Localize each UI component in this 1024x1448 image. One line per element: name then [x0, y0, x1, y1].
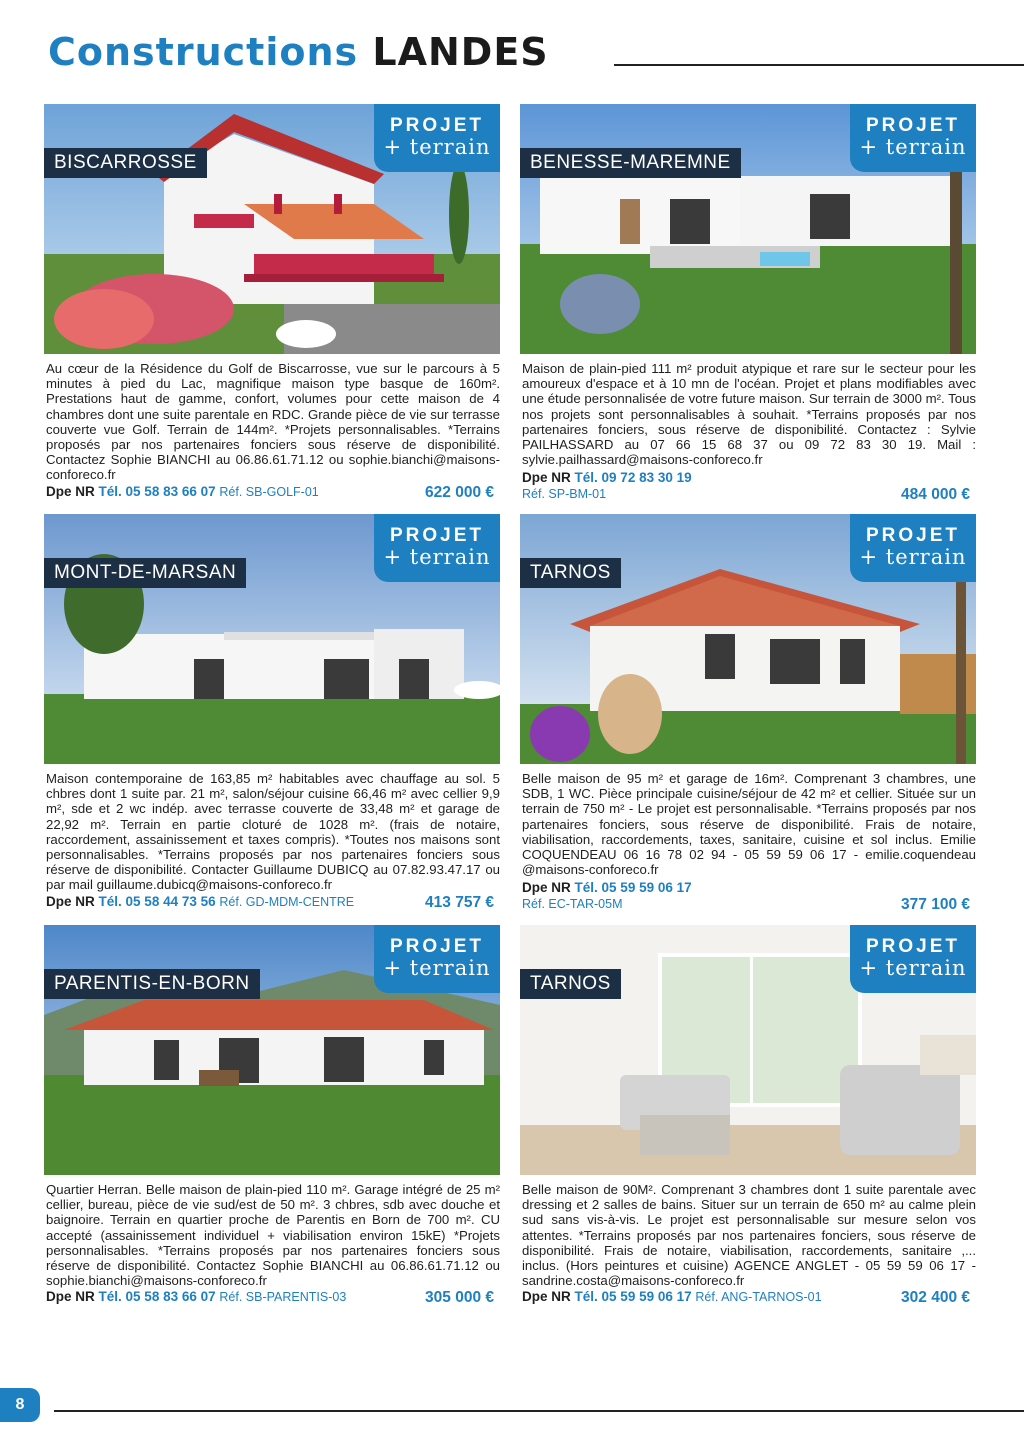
badge-line2: + terrain: [383, 135, 491, 159]
projet-terrain-badge: [850, 925, 976, 993]
badge-line2: + terrain: [383, 956, 491, 980]
listing-ref: Réf. SB-GOLF-01: [219, 485, 319, 499]
badge-line2: + terrain: [859, 956, 967, 980]
listing-photo[interactable]: [44, 925, 500, 1175]
listing-photo[interactable]: [44, 104, 500, 354]
listing-footer: [46, 484, 500, 502]
badge-line1: PROJET: [389, 525, 485, 546]
listing-ref: Réf. SP-BM-01: [522, 487, 607, 501]
listing-price: 302 400 €: [901, 1289, 970, 1306]
badge-line1: PROJET: [389, 115, 485, 136]
listing-city: BISCARROSSE: [44, 148, 207, 178]
listing-photo[interactable]: [520, 925, 976, 1175]
listing-description: Quartier Herran. Belle maison de plain-pied 110 m². Garage intégré de 25 m² cellier, bureau, pièce de vie sud/est de 50 m². 3 chbres, sdb avec douche et baignoire. Terrain en quartier proche de Parentis en Born de 700 m². CU accepté (assainissement individuel + viabilisation environ 15kE) *Projets personnalisables. *Terrains proposés par nos partenaires fonciers sous réserve de disponibilité. Contactez Sophie BIANCHI au 06.86.61.71.12 ou sophie.bianchi@maisons-conforeco.fr: [46, 1182, 500, 1289]
listing-photo[interactable]: [520, 104, 976, 354]
listing-phone[interactable]: Tél. 05 59 59 06 17: [574, 880, 692, 895]
listing-dpe: Dpe NR: [522, 470, 571, 485]
listing-price: 305 000 €: [425, 1289, 494, 1306]
projet-terrain-badge: [374, 104, 500, 172]
listing-city: TARNOS: [520, 558, 621, 588]
badge-line1: PROJET: [389, 936, 485, 957]
listing-footer: [46, 894, 500, 912]
listing-city: BENESSE-MAREMNE: [520, 148, 741, 178]
projet-terrain-badge: [374, 925, 500, 993]
listing-ref: Réf. EC-TAR-05M: [522, 897, 623, 911]
projet-terrain-badge: [850, 514, 976, 582]
listing-price: 622 000 €: [425, 484, 494, 501]
listing-footer: [522, 1289, 976, 1307]
listing-description: Maison de plain-pied 111 m² produit atypique et rare sur le secteur pour les amoureux d'espace et à 10 mn de l'océan. Projet et plans modifiables avec une étude personnalisée de votre future maison. Sur terrain de 3000 m². Tous nos projets sont personnalisables à souhait. *Terrains proposés par nos partenaires fonciers, sous réserve de disponibilité. Contactez : Sylvie PAILHASSARD au 07 66 15 68 37 ou 09 72 83 30 19. Mail : sylvie.pailhassard@maisons-conforeco.fr: [522, 361, 976, 468]
listing-photo[interactable]: [520, 514, 976, 764]
listing-phone[interactable]: Tél. 05 58 44 73 56: [98, 894, 216, 909]
listing-dpe: Dpe NR: [46, 894, 95, 909]
listing-city: PARENTIS-EN-BORN: [44, 969, 260, 999]
listing-description: Maison contemporaine de 163,85 m² habitables avec chauffage au sol. 5 chbres dont 1 suite par. 21 m², salon/séjour cuisine 66,46 m² avec cellier 9,9 m², sde et 2 wc indép. avec terrasse couverte de 33,48 m² et garage de 22,92 m². Terrain en partie cloturé de 1028 m². (frais de notaire, raccordement, assainissement et taxes compris). *Toutes nos maisons sont personnalisables. *Terrains proposés par nos partenaires fonciers sous réserve de disponibilité. Contacter Guillaume DUBICQ au 07.82.93.47.17 ou par mail guillaume.dubicq@maisons-conforeco.fr: [46, 771, 500, 893]
badge-line1: PROJET: [865, 525, 961, 546]
listing-ref: Réf. GD-MDM-CENTRE: [219, 895, 355, 909]
badge-line2: + terrain: [383, 545, 491, 569]
listing-dpe: Dpe NR: [522, 1289, 571, 1304]
listing-footer: [46, 1289, 500, 1307]
listing-ref: Réf. SB-PARENTIS-03: [219, 1290, 347, 1304]
listing-photo[interactable]: [44, 514, 500, 764]
listing-description: Au cœur de la Résidence du Golf de Biscarrosse, vue sur le parcours à 5 minutes à pied du Lac, magnifique maison type basque de 160m². Prestations haut de gamme, confort, volumes pour cette maison de 4 chambres dont une suite parentale en RDC. Grande pièce de vie sur terrasse couverte vue Golf. Terrain de 144m². *Projets personnalisables. *Terrains proposés par nos partenaires fonciers sous réserve de disponibilité. Contactez Sophie BIANCHI au 06.86.61.71.12 ou sophie.bianchi@maisons-conforeco.fr: [46, 361, 500, 483]
projet-terrain-badge: [374, 514, 500, 582]
title-part-landes: LANDES: [372, 30, 549, 74]
page-header: [48, 30, 1024, 78]
badge-line1: PROJET: [865, 936, 961, 957]
listing-price: 484 000 €: [901, 486, 970, 503]
listing-dpe: Dpe NR: [46, 1289, 95, 1304]
listing-dpe: Dpe NR: [522, 880, 571, 895]
listing-phone[interactable]: Tél. 09 72 83 30 19: [574, 470, 692, 485]
header-divider: [614, 64, 1024, 66]
listing-description: Belle maison de 90M². Comprenant 3 chambres dont 1 suite parentale avec dressing et 2 salles de bains. Situer sur un terrain de 650 m² au calme plein sud sans vis-à-vis. Le projet est personnalisable sur mesure selon vos attentes. *Terrains proposés par nos partenaires fonciers, sous réserve de disponibilité. Frais de notaire, viabilisation, raccordements, sanitaire ,... inclus. (Hors peintures et cuisine) AGENCE ANGLET - 05 59 59 06 17 - sandrine.costa@maisons-conforeco.fr: [522, 1182, 976, 1289]
listing-phone[interactable]: Tél. 05 59 59 06 17: [574, 1289, 692, 1304]
page-number: 8: [0, 1388, 40, 1422]
listing-footer: [522, 486, 976, 504]
title-part-constructions: Constructions: [48, 30, 359, 74]
listing-description: Belle maison de 95 m² et garage de 16m². Comprenant 3 chambres, une SDB, 1 WC. Pièce principale cuisine/séjour de 42 m² et cellier. Située sur un terrain de 750 m² - Le projet est personnalisable. *Terrains proposés par nos partenaires fonciers, sous réserve de disponibilité. Frais de notaire, viabilisation, raccordements, taxes, sanitaire, cuisine et sol inclus. Emilie COQUENDEAU 06 16 78 02 94 - 05 59 59 06 17 - emilie.coquendeau @maisons-conforeco.fr: [522, 771, 976, 878]
badge-line2: + terrain: [859, 135, 967, 159]
listing-price: 413 757 €: [425, 894, 494, 911]
badge-line2: + terrain: [859, 545, 967, 569]
projet-terrain-badge: [850, 104, 976, 172]
listing-dpe: Dpe NR: [46, 484, 95, 499]
listing-city: MONT-DE-MARSAN: [44, 558, 246, 588]
listing-footer: [522, 896, 976, 914]
listing-ref: Réf. ANG-TARNOS-01: [695, 1290, 822, 1304]
listing-phone[interactable]: Tél. 05 58 83 66 07: [98, 484, 216, 499]
listing-city: TARNOS: [520, 969, 621, 999]
page-title: [48, 30, 549, 74]
badge-line1: PROJET: [865, 115, 961, 136]
listing-price: 377 100 €: [901, 896, 970, 913]
listing-phone[interactable]: Tél. 05 58 83 66 07: [98, 1289, 216, 1304]
footer-divider: [54, 1410, 1024, 1412]
